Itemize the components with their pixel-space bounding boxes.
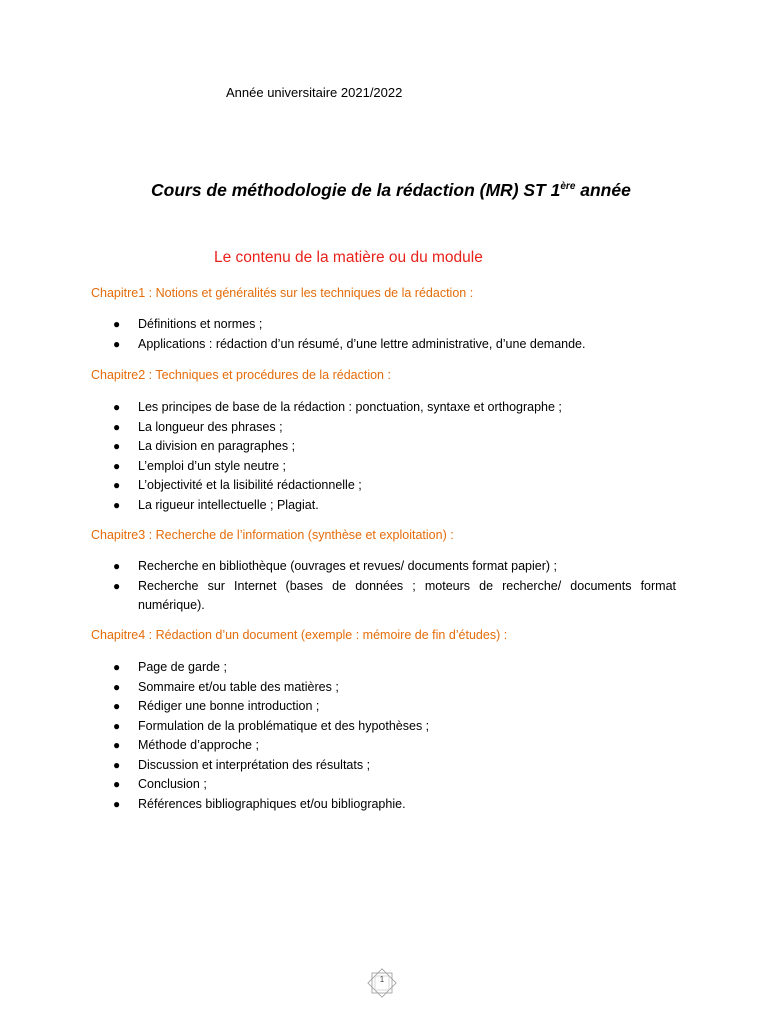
list-item: ● Références bibliographiques et/ou bibliographie. <box>91 795 676 815</box>
chapter-3-title: Chapitre3 : Recherche de l’information (synthèse et exploitation) : <box>91 528 454 542</box>
academic-year: Année universitaire 2021/2022 <box>226 85 403 100</box>
chapter-1-title: Chapitre1 : Notions et généralités sur les techniques de la rédaction : <box>91 286 474 300</box>
chapter-4-title: Chapitre4 : Rédaction d’un document (exemple : mémoire de fin d’études) : <box>91 628 508 642</box>
bullet-dot-icon: ● <box>113 478 121 492</box>
page-number-ornament-icon <box>365 966 399 1000</box>
list-item: ● Recherche sur Internet (bases de données ; moteurs de recherche/ documents format numérique). <box>113 578 676 612</box>
list-item: ● Définitions et normes ; <box>91 315 676 335</box>
bullet-dot-icon: ● <box>113 718 121 733</box>
list-item: ● La rigueur intellectuelle ; Plagiat. <box>91 496 676 516</box>
list-item: ● L’objectivité et la lisibilité rédactionnelle ; <box>91 476 676 496</box>
document-title <box>151 180 631 201</box>
list-item: ● Conclusion ; <box>91 775 676 795</box>
list-item: ● Applications : rédaction d’un résumé, d’une lettre administrative, d’une demande. <box>91 335 676 355</box>
bullet-dot-icon: ● <box>113 458 121 473</box>
bullet-dot-icon: ● <box>113 699 121 713</box>
list-item: ● Formulation de la problématique et des hypothèses ; <box>91 717 676 737</box>
list-item: ● Recherche en bibliothèque (ouvrages et revues/ documents format papier) ; <box>91 557 676 577</box>
bullet-dot-icon: ● <box>113 738 121 752</box>
chapter-2-list <box>91 398 676 515</box>
list-item: ● L’emploi d’un style neutre ; <box>91 457 676 477</box>
list-item: ● Rédiger une bonne introduction ; <box>91 697 676 717</box>
title-main: Cours de méthodologie de la rédaction (MR) ST 1 <box>151 180 561 200</box>
bullet-dot-icon: ● <box>113 777 121 791</box>
bullet-dot-icon: ● <box>113 317 121 331</box>
bullet-dot-icon: ● <box>113 336 121 351</box>
list-item: ● Discussion et interprétation des résultats ; <box>91 756 676 776</box>
title-superscript: ère <box>560 181 576 193</box>
bullet-dot-icon: ● <box>113 439 121 453</box>
module-content-heading: Le contenu de la matière ou du module <box>214 249 483 266</box>
bullet-dot-icon: ● <box>113 559 121 573</box>
title-end: année <box>575 180 631 200</box>
list-item: ● La division en paragraphes ; <box>91 437 676 457</box>
chapter-1-list <box>91 315 676 354</box>
page-number: 1 <box>379 975 385 984</box>
list-item: ● Les principes de base de la rédaction : ponctuation, syntaxe et orthographe ; <box>91 398 676 418</box>
bullet-dot-icon: ● <box>113 757 121 772</box>
list-item: ● Page de garde ; <box>91 658 676 678</box>
bullet-dot-icon: ● <box>113 419 121 434</box>
bullet-dot-icon: ● <box>113 796 121 811</box>
chapter-2-title: Chapitre2 : Techniques et procédures de la rédaction : <box>91 368 391 382</box>
bullet-dot-icon: ● <box>113 660 121 674</box>
list-item: ● Méthode d’approche ; <box>91 736 676 756</box>
list-item: ● Sommaire et/ou table des matières ; <box>91 678 676 698</box>
bullet-dot-icon: ● <box>113 578 121 593</box>
bullet-dot-icon: ● <box>113 679 121 694</box>
bullet-dot-icon: ● <box>113 400 121 414</box>
chapter-4-list <box>91 658 676 814</box>
list-item: ● La longueur des phrases ; <box>91 418 676 438</box>
chapter-3-list <box>91 557 676 616</box>
bullet-dot-icon: ● <box>113 497 121 512</box>
